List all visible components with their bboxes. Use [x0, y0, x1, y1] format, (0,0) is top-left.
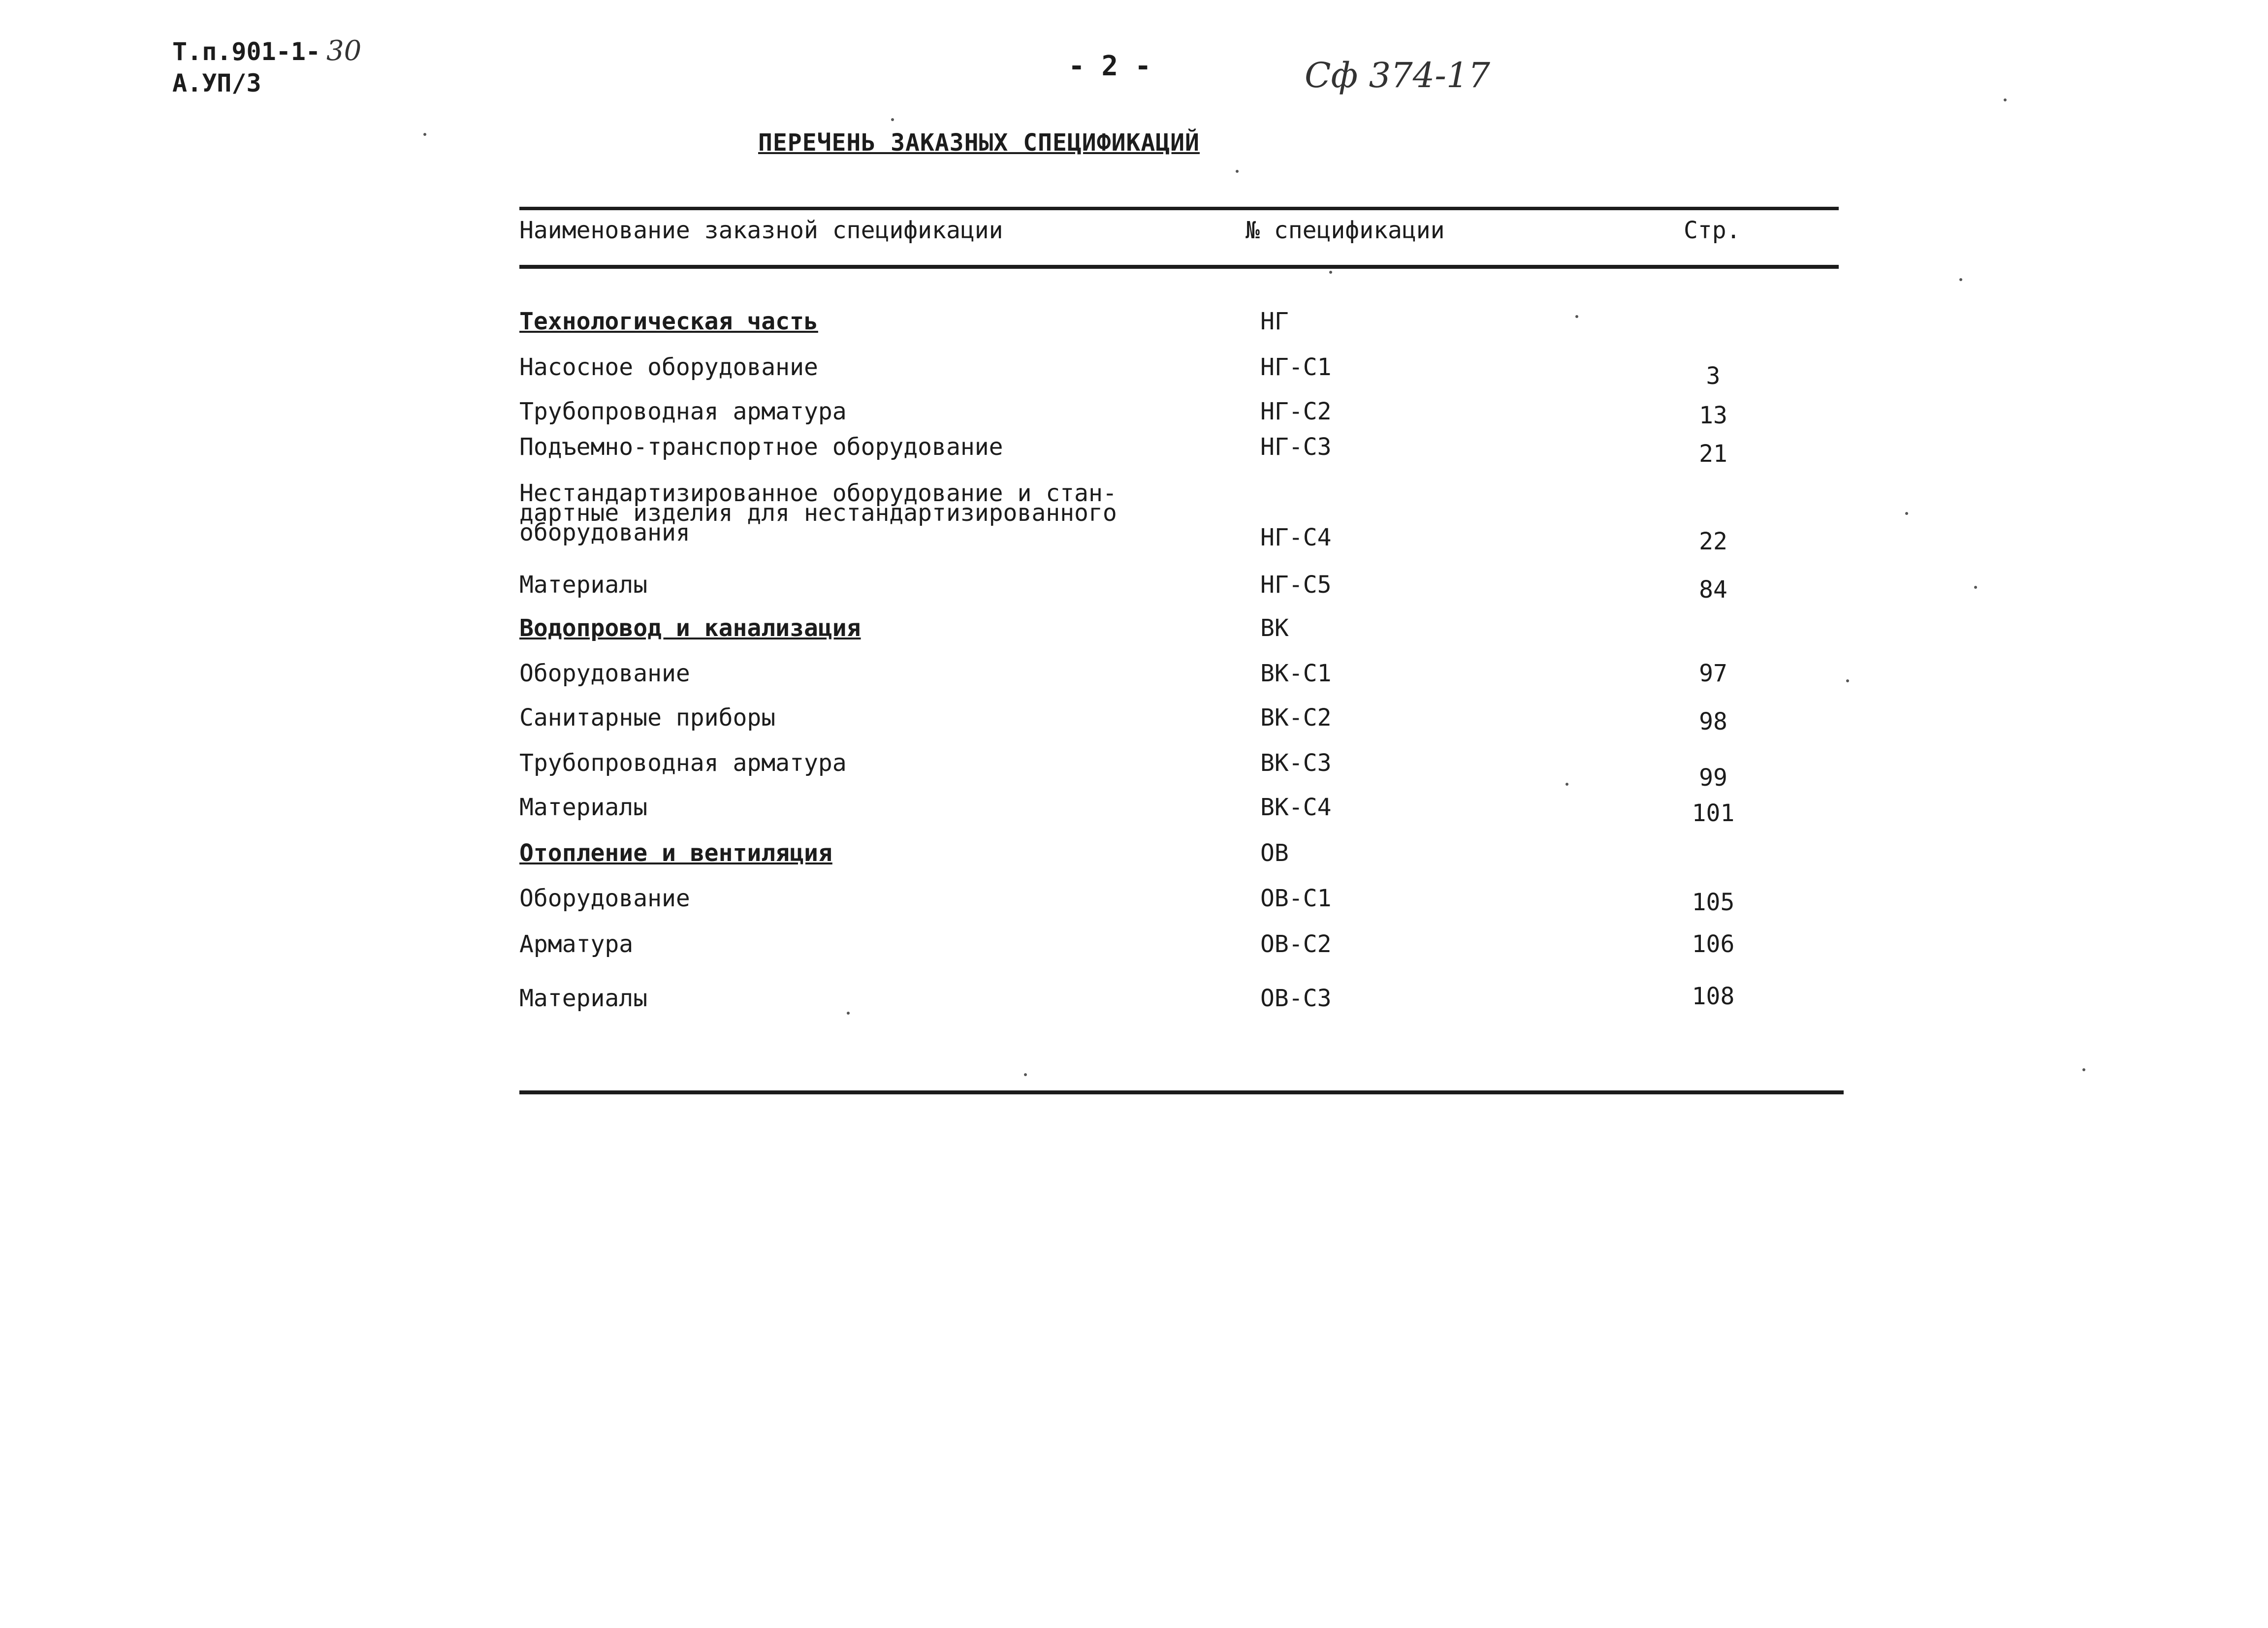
row-code: ВК-С1 [1260, 660, 1332, 687]
table-top-rule [519, 207, 1839, 210]
row-page: 22 [1699, 528, 1727, 555]
row-code: ОВ [1260, 839, 1289, 867]
row-name: Материалы [519, 985, 648, 1012]
column-header-spec-number: № спецификации [1246, 217, 1445, 244]
scan-speck [2082, 1068, 2085, 1071]
row-page: 108 [1692, 983, 1735, 1010]
table-header-rule [519, 265, 1839, 269]
row-page: 13 [1699, 402, 1727, 429]
scan-speck [1846, 679, 1849, 682]
scan-speck [1024, 1073, 1027, 1076]
row-name: Санитарные приборы [519, 704, 776, 732]
row-code: ВК-С4 [1260, 794, 1332, 821]
row-name: Арматура [519, 930, 634, 958]
scan-speck [1236, 170, 1239, 173]
scan-speck [1575, 315, 1578, 318]
row-name: Трубопроводная арматура [519, 398, 847, 425]
row-page: 3 [1706, 362, 1721, 390]
handwritten-code-number: 30 [326, 35, 362, 67]
row-code: НГ-С2 [1260, 398, 1332, 425]
row-page: 99 [1699, 764, 1727, 792]
document-code [172, 35, 361, 99]
row-code: НГ-С1 [1260, 353, 1332, 381]
row-code: ОВ-С3 [1260, 985, 1332, 1012]
row-name: Подъемно-транспортное оборудование [519, 433, 1003, 461]
row-name: Насосное оборудование [519, 353, 818, 381]
row-code: НГ-С3 [1260, 433, 1332, 461]
scan-speck [1959, 278, 1962, 281]
row-code: ВК-С2 [1260, 704, 1332, 732]
column-header-name: Наименование заказной спецификации [519, 217, 1003, 244]
scan-speck [1329, 271, 1332, 274]
table-bottom-rule [519, 1090, 1844, 1094]
archive-note: Сф 374-17 [1305, 55, 1490, 96]
page-title: ПЕРЕЧЕНЬ ЗАКАЗНЫХ СПЕЦИФИКАЦИЙ [758, 129, 1200, 157]
scan-speck [2004, 98, 2007, 101]
row-code: ОВ-С1 [1260, 885, 1332, 912]
row-page: 21 [1699, 440, 1727, 468]
row-code: НГ [1260, 308, 1289, 335]
row-name: Нестандартизированное оборудование и стан- дартные изделия для нестандартизированного оборудования [519, 479, 1117, 546]
scan-speck [891, 118, 894, 121]
row-name: Отопление и вентиляция [519, 839, 832, 867]
scan-speck [847, 1012, 850, 1015]
row-page: 106 [1692, 930, 1735, 958]
row-page: 97 [1699, 660, 1727, 687]
scan-speck [1565, 783, 1568, 786]
row-name: Оборудование [519, 885, 690, 912]
row-code: ВК [1260, 614, 1289, 642]
document-code-line1: Т.п.901-1- 30 [172, 35, 362, 67]
column-header-page: Стр. [1684, 217, 1741, 244]
row-name: Технологическая часть [519, 308, 818, 335]
document-code-line2: А.УП/3 [172, 69, 261, 97]
row-name: Трубопроводная арматура [519, 749, 847, 777]
scan-speck [423, 133, 426, 136]
page-number: - 2 - [1068, 50, 1151, 82]
row-name: Материалы [519, 571, 648, 599]
row-page: 98 [1699, 708, 1727, 735]
scan-speck [1974, 586, 1977, 589]
row-page: 105 [1692, 889, 1735, 916]
row-page: 101 [1692, 799, 1735, 827]
scan-speck [1905, 512, 1908, 515]
row-code: ОВ-С2 [1260, 930, 1332, 958]
row-name: Материалы [519, 794, 648, 821]
row-name: Водопровод и канализация [519, 614, 861, 642]
row-page: 84 [1699, 576, 1727, 604]
row-name: Оборудование [519, 660, 690, 687]
row-code: НГ-С5 [1260, 571, 1332, 599]
row-code: ВК-С3 [1260, 749, 1332, 777]
row-code: НГ-С4 [1260, 524, 1332, 551]
